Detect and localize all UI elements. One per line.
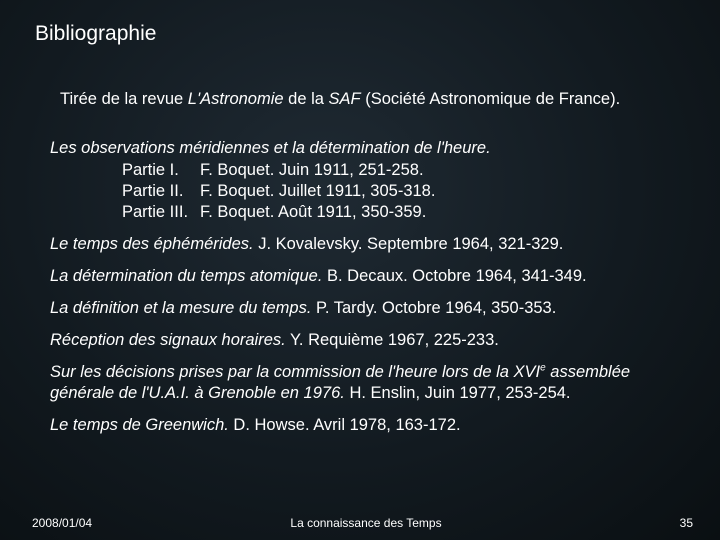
entry-title-superscript: e (540, 362, 546, 374)
bibliography-list (50, 138, 690, 447)
bibliography-entry (50, 234, 690, 255)
bibliography-entry (50, 298, 690, 319)
entry-details: H. Enslin, Juin 1977, 253-254. (344, 384, 571, 402)
footer-title: La connaissance des Temps (290, 516, 442, 530)
bibliography-entry (50, 330, 690, 351)
part-text: F. Boquet. Août 1911, 350-359. (200, 203, 427, 221)
entry-title: Les observations méridiennes et la détermination de l'heure. (50, 139, 491, 157)
entry-details: Y. Requième 1967, 225-233. (285, 331, 499, 349)
bibliography-entry (50, 138, 690, 223)
part-label: Partie III. (122, 203, 189, 221)
entry-part (122, 181, 690, 202)
entry-details: J. Kovalevsky. Septembre 1964, 321-329. (253, 235, 564, 253)
part-label: Partie II. (122, 182, 184, 200)
entry-details: P. Tardy. Octobre 1964, 350-353. (311, 299, 557, 317)
entry-title: Le temps de Greenwich. (50, 416, 229, 434)
page-number: 35 (679, 516, 693, 530)
journal-name: L'Astronomie (187, 90, 284, 108)
intro-prefix: Tirée de la revue (60, 90, 188, 108)
entry-part (122, 160, 690, 181)
entry-parts (50, 160, 690, 223)
intro-mid: de la (283, 90, 329, 108)
part-label: Partie I. (122, 161, 179, 179)
bibliography-entry (50, 266, 690, 287)
intro-suffix: (Société Astronomique de France). (360, 90, 621, 108)
part-text: F. Boquet. Juin 1911, 251-258. (200, 161, 424, 179)
footer-date: 2008/01/04 (32, 516, 93, 530)
part-text: F. Boquet. Juillet 1911, 305-318. (200, 182, 436, 200)
entry-title: Réception des signaux horaires. (50, 331, 286, 349)
entry-title-part: assemblée générale de l'U.A.I. à Grenoble en 1976. (50, 363, 631, 402)
entry-title: La détermination du temps atomique. (50, 267, 323, 285)
bibliography-entry (50, 362, 690, 404)
society-abbr: SAF (328, 90, 361, 108)
entry-part (122, 202, 690, 223)
intro-line (60, 90, 620, 109)
entry-details: D. Howse. Avril 1978, 163-172. (228, 416, 461, 434)
entry-title: Le temps des éphémérides. (50, 235, 254, 253)
entry-title: La définition et la mesure du temps. (50, 299, 312, 317)
entry-title-part: Sur les décisions prises par la commission de l'heure lors de la XVI (50, 363, 541, 381)
entry-details: B. Decaux. Octobre 1964, 341-349. (322, 267, 587, 285)
bibliography-entry (50, 415, 690, 436)
slide-title: Bibliographie (35, 22, 157, 45)
